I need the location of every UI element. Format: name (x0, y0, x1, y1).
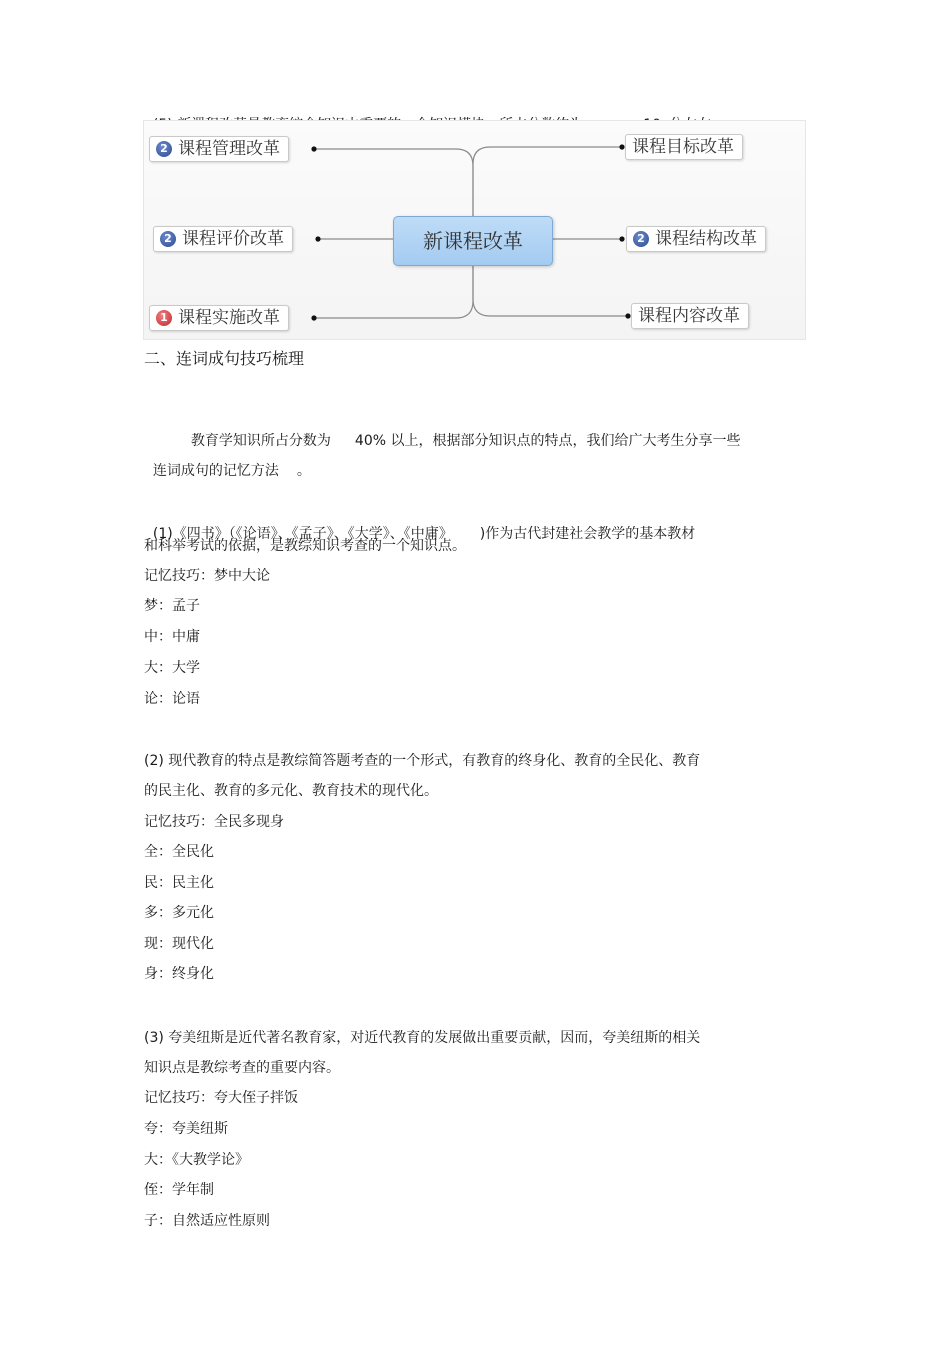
item1-line-2: 和科举考试的依据，是教综知识考查的一个知识点。 (144, 538, 466, 554)
node-course-evaluation (153, 226, 293, 252)
item3-pair: 子：自然适应性原则 (144, 1213, 270, 1229)
priority-2-icon: 2 (160, 231, 176, 247)
paragraph-text: 连词成句的记忆方法 (152, 463, 279, 479)
item2-pair: 全：全民化 (144, 844, 214, 860)
node-course-content (631, 303, 749, 329)
item1-pair: 大：大学 (144, 660, 200, 676)
item3-line-2: 知识点是教综考查的重要内容。 (144, 1060, 340, 1076)
item1-pair: 中：中庸 (144, 629, 200, 645)
paragraph-text: 。 (296, 463, 311, 479)
item3-pair: 侄：学年制 (144, 1182, 214, 1198)
paragraph-text: 40% 以上，根据部分知识点的特点，我们给广大考生分享一些 (354, 433, 741, 449)
mind-map-diagram (143, 120, 806, 340)
item1-memory-tip: 记忆技巧：梦中大论 (144, 568, 270, 584)
item2-pair: 现：现代化 (144, 936, 214, 952)
paragraph-line-2 (144, 444, 311, 480)
item2-line-2: 的民主化、教育的多元化、教育技术的现代化。 (144, 783, 438, 799)
priority-2-icon: 2 (156, 141, 172, 157)
connector-dot (619, 144, 624, 149)
node-label: 课程实施改革 (178, 308, 280, 328)
connector-dot (311, 315, 316, 320)
node-label: 课程评价改革 (182, 229, 284, 249)
item2-pair: 多：多元化 (144, 905, 214, 921)
item1-text: )作为古代封建社会教学的基本教材 (479, 526, 696, 542)
connector-dot (619, 236, 624, 241)
item3-memory-tip: 记忆技巧：夸大侄子拌饭 (144, 1090, 298, 1106)
node-course-implementation (149, 305, 289, 331)
item2-pair: 民：民主化 (144, 875, 214, 891)
node-label: 课程结构改革 (655, 229, 757, 249)
item3-pair: 夸：夸美纽斯 (144, 1121, 228, 1137)
item1-pair: 论：论语 (144, 691, 200, 707)
item1-text: (1)《四书》（《论语》、《孟子》、《大学》、《中庸》 (152, 526, 446, 542)
priority-2-icon: 2 (633, 231, 649, 247)
node-label: 课程管理改革 (178, 139, 280, 159)
connector-dot (315, 236, 320, 241)
node-label: 课程内容改革 (638, 306, 740, 326)
node-course-management (149, 136, 289, 162)
item3-pair: 大：《大教学论》 (144, 1152, 249, 1168)
item2-line-1: (2) 现代教育的特点是教综简答题考查的一个形式，有教育的终身化、教育的全民化、教育 (144, 753, 701, 769)
center-node: 新课程改革 (393, 216, 553, 266)
item1-pair: 梦：孟子 (144, 598, 200, 614)
item2-memory-tip: 记忆技巧：全民多现身 (144, 814, 284, 830)
connector-dot (311, 146, 316, 151)
paragraph-text: 教育学知识所占分数为 (190, 433, 331, 449)
section-title: 二、连词成句技巧梳理 (144, 349, 305, 368)
item3-line-1: (3) 夸美纽斯是近代著名教育家，对近代教育的发展做出重要贡献，因而，夸美纽斯的相关 (144, 1030, 701, 1046)
node-course-structure (626, 226, 766, 252)
node-course-goals (625, 134, 743, 160)
node-label: 课程目标改革 (632, 137, 734, 157)
connector-dot (625, 313, 630, 318)
priority-1-icon: 1 (156, 310, 172, 326)
item2-pair: 身：终身化 (144, 966, 214, 982)
